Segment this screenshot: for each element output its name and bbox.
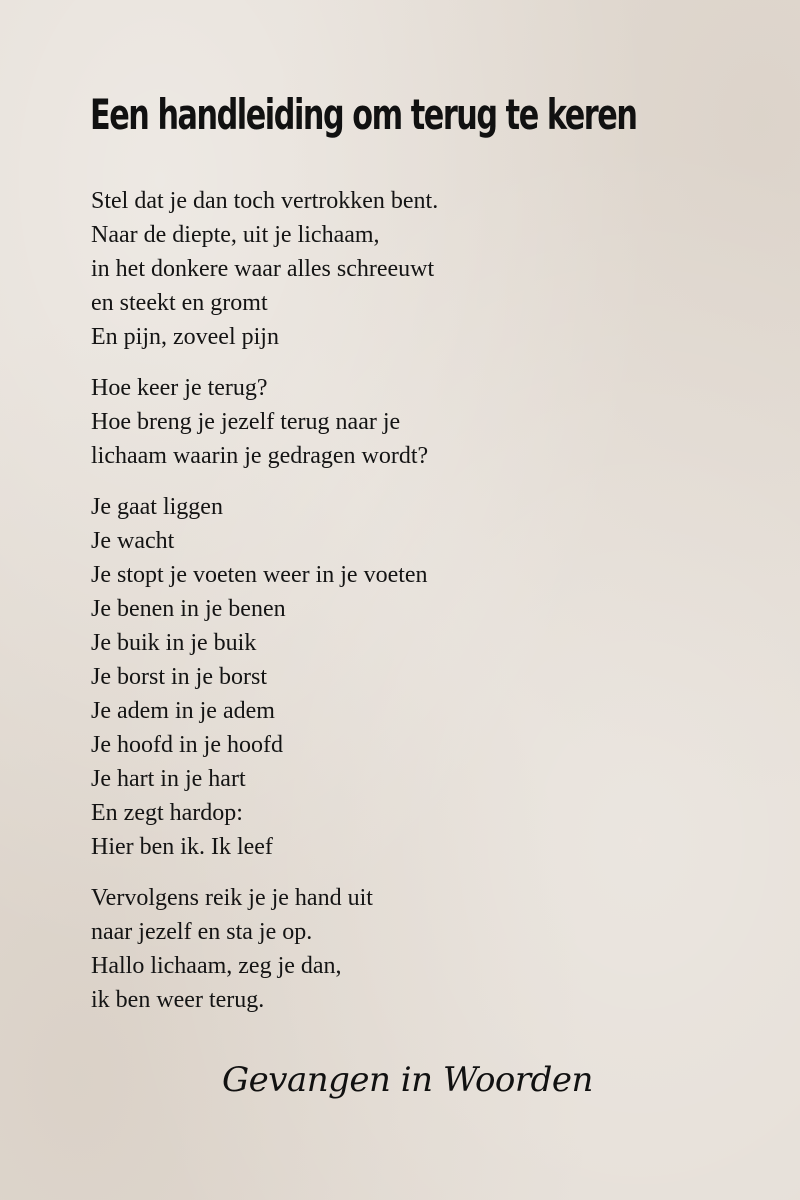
- poem-line: Hoe breng je jezelf terug naar je: [91, 409, 401, 435]
- stanza-4: [91, 881, 731, 1017]
- poem-line: lichaam waarin je gedragen wordt?: [91, 443, 429, 469]
- poem-line: ik ben weer terug.: [91, 987, 265, 1013]
- poem-line: En zegt hardop:: [91, 800, 243, 826]
- poem-line: Je wacht: [91, 528, 175, 554]
- poem-body: [91, 184, 731, 1034]
- poem-line: Je hoofd in je hoofd: [91, 732, 283, 758]
- poem-line: Naar de diepte, uit je lichaam,: [91, 222, 380, 248]
- poem-line: Hier ben ik. Ik leef: [91, 834, 273, 860]
- poem-title: Een handleiding om terug te keren: [90, 90, 637, 139]
- poem-line: Hallo lichaam, zeg je dan,: [91, 953, 342, 979]
- poem-line: Je benen in je benen: [91, 596, 286, 622]
- poem-line: Je gaat liggen: [91, 494, 223, 520]
- poem-line: En pijn, zoveel pijn: [91, 324, 279, 350]
- stanza-2: [91, 371, 731, 473]
- poem-line: Je buik in je buik: [91, 630, 257, 656]
- poem-line: Vervolgens reik je je hand uit: [91, 885, 373, 911]
- stanza-1: [91, 184, 731, 354]
- poem-line: en steekt en gromt: [91, 290, 268, 316]
- poem-line: in het donkere waar alles schreeuwt: [91, 256, 435, 282]
- poem-line: Hoe keer je terug?: [91, 375, 268, 401]
- poem-line: Je borst in je borst: [91, 664, 267, 690]
- author-signature: Gevangen in Woorden: [222, 1060, 593, 1100]
- poem-line: Je stopt je voeten weer in je voeten: [91, 562, 428, 588]
- poem-line: Stel dat je dan toch vertrokken bent.: [91, 188, 439, 214]
- poem-line: Je hart in je hart: [91, 766, 246, 792]
- poem-line: Je adem in je adem: [91, 698, 275, 724]
- poem-line: naar jezelf en sta je op.: [91, 919, 313, 945]
- stanza-3: [91, 490, 731, 864]
